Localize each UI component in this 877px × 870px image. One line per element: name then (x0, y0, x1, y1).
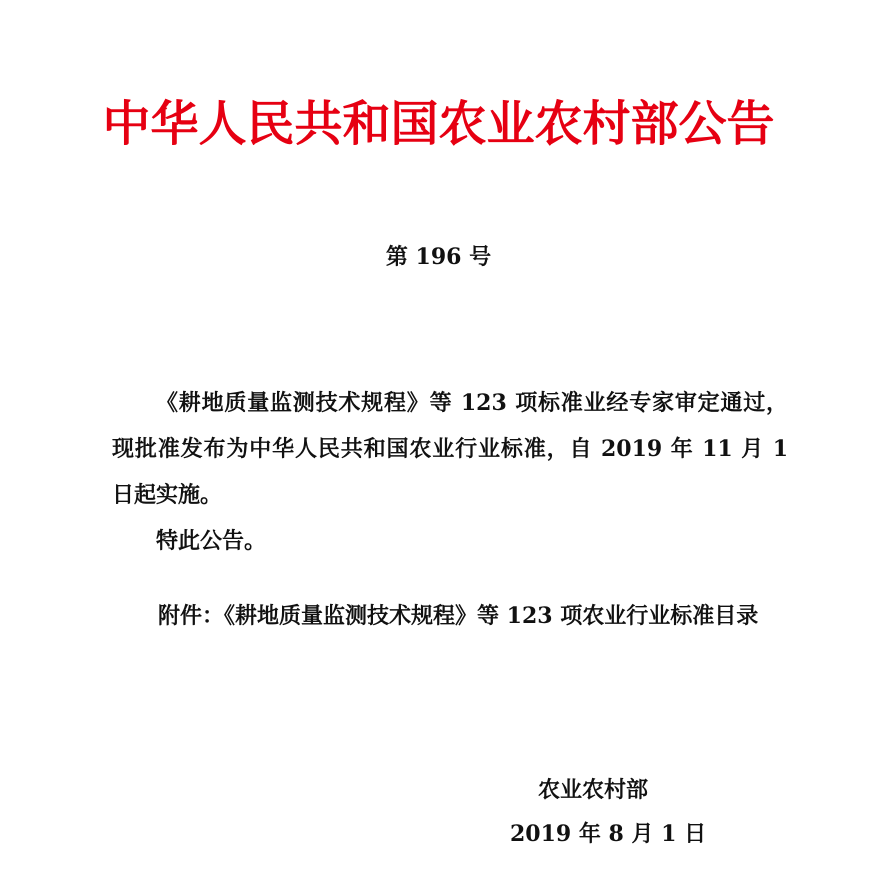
announcement-number: 第 196 号 (385, 244, 492, 270)
issue-date: 2019 年 8 月 1 日 (510, 821, 707, 847)
body-paragraph-closing: 特此公告。 (156, 528, 267, 554)
announcement-body (112, 380, 788, 564)
issuing-authority: 农业农村部 (538, 777, 649, 803)
announcement-title: 中华人民共和国农业农村部公告 (102, 96, 775, 152)
attachment-line: 附件：《耕地质量监测技术规程》等 123 项农业行业标准目录 (158, 603, 759, 629)
body-paragraph-main: 《耕地质量监测技术规程》等 123 项标准业经专家审定通过，现批准发布为中华人民共和国农业行业标准，自 2019 年 11 月 1 日起实施。 (112, 390, 788, 508)
